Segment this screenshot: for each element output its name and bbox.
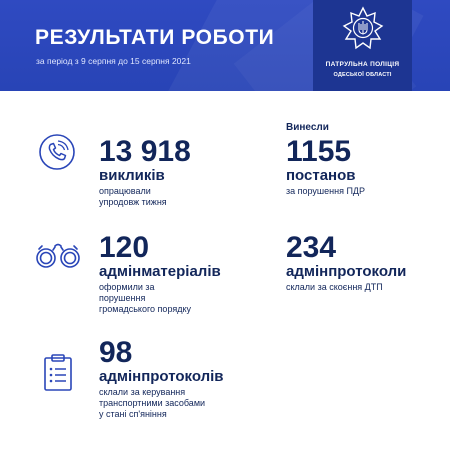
admin-materials-desc-line1: оформили за: [99, 282, 155, 292]
drunk-protocols-unit: адмінпротоколів: [99, 368, 224, 385]
accident-protocols-value: 234: [286, 231, 337, 264]
stat-accident-protocols: [286, 233, 406, 293]
police-badge-icon: [341, 6, 385, 56]
accident-protocols-desc: склали за скоєння ДТП: [286, 282, 383, 292]
resolutions-prefix: Винесли: [286, 122, 329, 133]
resolutions-value: 1155: [286, 135, 352, 168]
drunk-protocols-desc-line2: транспортними засобами: [99, 398, 206, 408]
drunk-protocols-value: 98: [99, 336, 133, 369]
drunk-protocols-desc-line1: склали за керування: [99, 387, 186, 397]
accident-protocols-unit: адмінпротоколи: [286, 263, 407, 280]
stat-drunk-protocols: [99, 338, 224, 420]
resolutions-unit: постанов: [286, 167, 356, 184]
header-banner: [0, 0, 450, 91]
admin-materials-value: 120: [99, 231, 150, 264]
stat-resolutions: [286, 122, 365, 197]
period-subtitle: за період з 9 серпня до 15 серпня 2021: [36, 56, 191, 66]
phone-icon: [37, 132, 77, 177]
document-icon: [41, 352, 77, 399]
stat-calls: [99, 137, 191, 208]
resolutions-desc: за порушення ПДР: [286, 186, 366, 196]
calls-value: 13 918: [99, 135, 191, 168]
logo-text-line1: ПАТРУЛЬНА ПОЛІЦІЯ: [325, 61, 400, 68]
drunk-protocols-desc-line3: у стані сп'яніння: [99, 409, 167, 419]
page-title: РЕЗУЛЬТАТИ РОБОТИ: [35, 26, 275, 49]
stat-admin-materials: [99, 233, 221, 315]
admin-materials-desc-line3: громадського порядку: [99, 304, 192, 314]
admin-materials-unit: адмінматеріалів: [99, 263, 221, 280]
police-logo: [313, 0, 412, 91]
calls-desc-line1: опрацювали: [99, 186, 151, 196]
calls-unit: викликів: [99, 167, 165, 184]
logo-text-line2: ОДЕСЬКОЇ ОБЛАСТІ: [333, 72, 392, 78]
calls-desc-line2: упродовж тижня: [99, 197, 167, 207]
handcuffs-icon: [34, 239, 82, 278]
admin-materials-desc-line2: порушення: [99, 293, 146, 303]
